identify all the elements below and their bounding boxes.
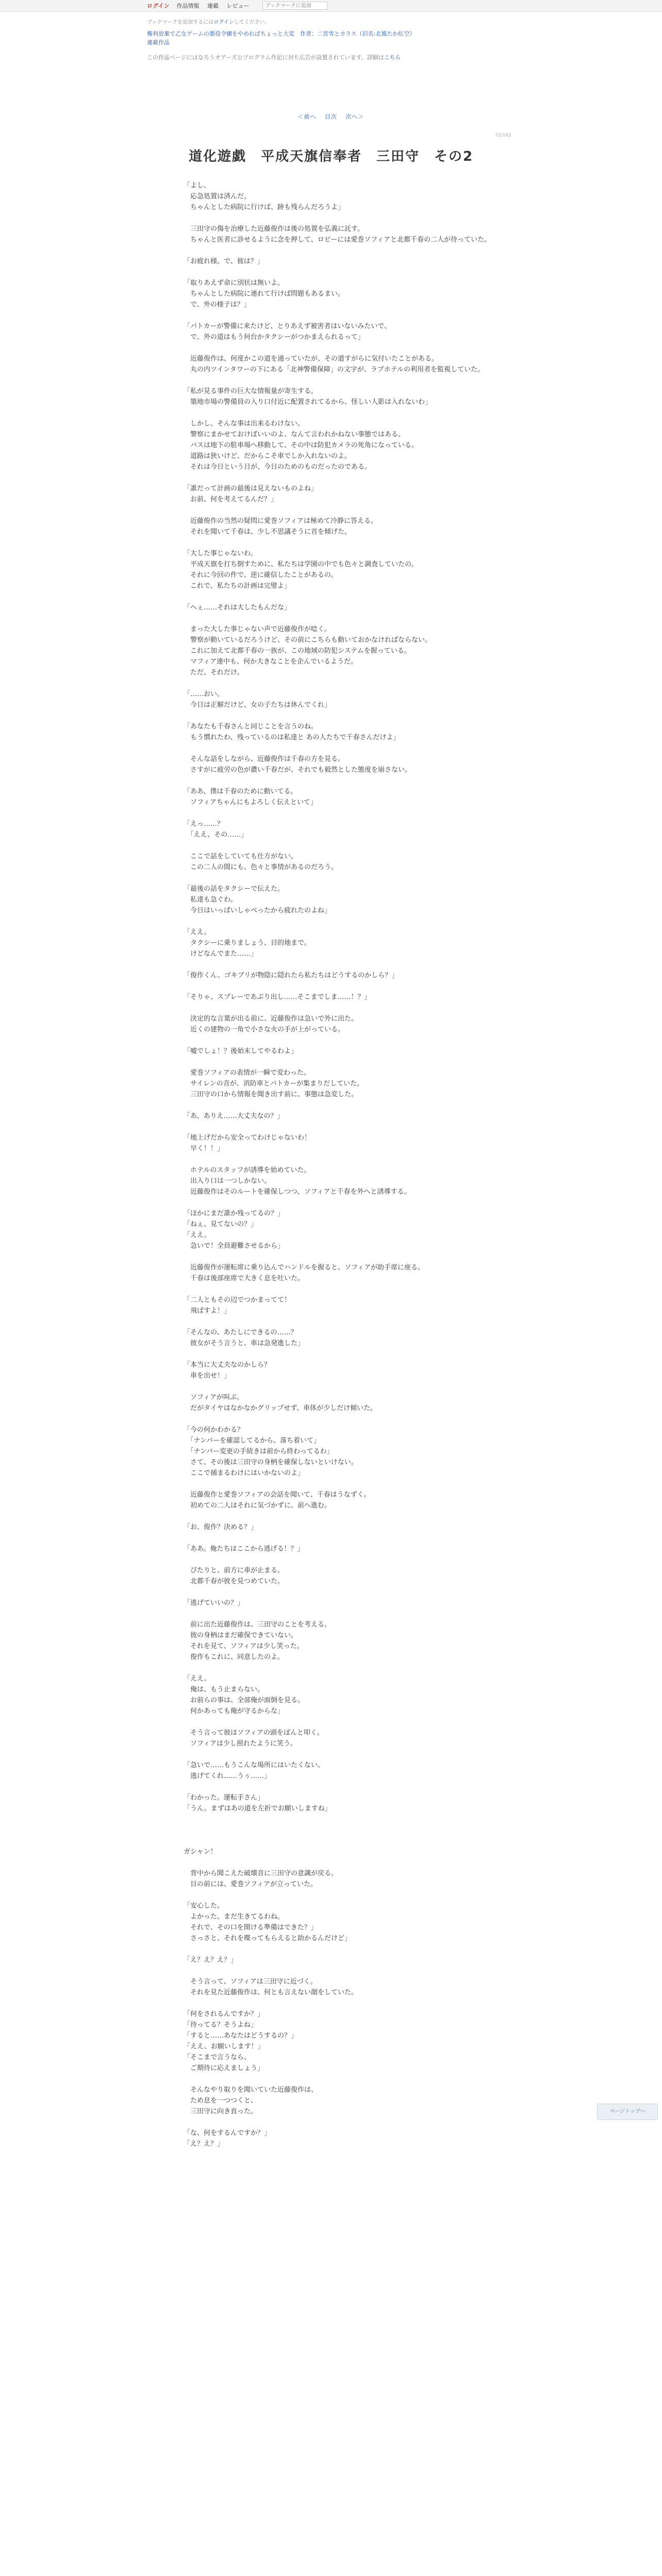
body-line: 今日は正解だけど、女の子たちは休んでくれ」 (184, 701, 332, 709)
body-line: 「お、俊作？決める？」 (184, 1523, 258, 1531)
body-line: 彼女がそう言うと、車は急発進した」 (184, 1340, 305, 1347)
bookmark-note-suffix: してください。 (234, 20, 270, 25)
body-line: 近くの建物の一角で小さな火の手が上がっている。 (184, 1026, 345, 1033)
body-line: 「嘘でしょ！？後始末してやるわよ」 (184, 1047, 298, 1055)
body-line: 「最後の話をタクシーで伝えた。 (184, 885, 285, 893)
body-line: 「ナンバー変更の手続きは前から終わってるわ」 (184, 1448, 334, 1455)
body-line: よかった、まだ生きてるわね。 (184, 1913, 285, 1921)
body-line: 警察が動いているだろうけど、その前にこちらも動いておかなければならない。 (184, 636, 432, 644)
body-line: ソフィアが叫ぶ。 (184, 1394, 244, 1401)
table-of-contents-link[interactable]: 目次 (325, 113, 337, 120)
body-line: 「俊作くん、ゴキブリが物陰に隠れたら私たちはどうするのかしら？」 (184, 972, 399, 979)
bookmark-search-input[interactable] (262, 2, 327, 10)
body-line: ホテルのスタッフが誘導を始めていた。 (184, 1166, 311, 1174)
body-line: これで、私たちの計画は完璧よ」 (184, 582, 291, 590)
paragraph-gap (184, 1349, 503, 1360)
body-line: そんな話をしながら、近藤俊作は千春の方を見る。 (184, 755, 345, 763)
body-line: 丸の内ツインタワーの下にある「北神警備保障」の文字が、ラブホテルの利用者を監視していた。 (184, 366, 485, 374)
paragraph-gap (184, 1782, 503, 1792)
body-line: 「ねぇ、見てないの？」 (184, 1221, 258, 1228)
paragraph-gap (184, 1890, 503, 1901)
paragraph-gap (184, 1316, 503, 1327)
paragraph-gap (184, 1717, 503, 1727)
body-line: ちゃんとした病院に連れて行けば問題もあるまい。 (184, 290, 345, 298)
body-line: 「ええ。 (184, 928, 211, 936)
body-line: 「すると……あなたはどうするの？」 (184, 2032, 298, 2040)
body-line: 道路は狭いけど、だからこそ車でしか入れないのよ。 (184, 452, 352, 460)
body-line: 近藤俊作はそのルートを確保しつつ、ソフィアと千春を外へと誘導する。 (184, 1188, 411, 1196)
body-line: 築地市場の警備員の入り口付近に配置されてるから、怪しい人影は入れないわ」 (184, 398, 432, 406)
body-line: 「安心した。 (184, 1902, 224, 1910)
body-line: ご期待に応えましょう」 (184, 2064, 264, 2072)
body-line: 「私が見る事件の巨大な情報量が寄生する。 (184, 387, 318, 395)
body-line: 「え？え？え？」 (184, 1956, 238, 1964)
paragraph-gap (184, 1251, 503, 1262)
body-line: バスは地下の駐車場へ移動して、その中は防犯カメラの死角になっている。 (184, 442, 418, 449)
paragraph-gap (184, 1663, 503, 1673)
body-line: 平成天旗を打ち倒すために、私たちは学園の中でも色々と調査していたの。 (184, 561, 418, 568)
paragraph-gap (184, 1944, 503, 1955)
body-line: ぴたりと、前方に車が止まる。 (184, 1567, 285, 1574)
top-bar (0, 0, 662, 12)
body-line: 「今の何かわかる？ (184, 1426, 244, 1434)
paragraph-gap (184, 1197, 503, 1208)
paragraph-gap (184, 472, 503, 483)
paragraph-gap (184, 959, 503, 970)
body-line: 近藤俊作と愛巻ソフィアの会話を聞いて、千春はうなずく。 (184, 1491, 371, 1499)
body-line: ただ、それだけ。 (184, 669, 244, 676)
body-line: ここで捕まるわけにはいかないのよ」 (184, 1469, 305, 1477)
bookmark-login-link[interactable]: ログイン (213, 20, 234, 25)
body-line: 俊作もこれに、同意したのよ。 (184, 1653, 285, 1661)
body-line: そう言って彼はソフィアの頭をぽんと叩く。 (184, 1729, 324, 1737)
body-line: 「ええ。 (184, 1675, 211, 1683)
body-line: 「な、何をするんですか？」 (184, 2129, 271, 2137)
body-line: 逃げてくれ……うぅ……」 (184, 1772, 271, 1780)
body-line: サイレンの音が、消防車とパトカーが集まりだしていた。 (184, 1080, 364, 1088)
body-line: 初めての二人はそれに気づかずに、前へ進む。 (184, 1502, 332, 1510)
body-line: それを聞いて千春は、少し不思議そうに首を傾げた。 (184, 528, 352, 536)
body-line: 「ほかにまだ誰か残ってるの？」 (184, 1210, 285, 1217)
body-line: 「え？え？」 (184, 2140, 224, 2148)
paragraph-gap (184, 1284, 503, 1295)
paragraph-gap (184, 375, 503, 386)
chapter-body (184, 180, 503, 2576)
body-line: 「うん。まずはあの道を左折でお願いしますね」 (184, 1805, 332, 1812)
nav-item-info[interactable]: 作品情報 (176, 3, 200, 9)
chapter-pager (0, 112, 662, 121)
ad-notice-text: この作品ページにはなろうオアーズ公プログラム作記に対ち広告が設置されています。詳細は (147, 54, 384, 61)
paragraph-gap (184, 1100, 503, 1111)
body-line: 「誰だって計画の最後は見えないものよね」 (184, 485, 318, 493)
paragraph-gap (184, 1511, 503, 1522)
body-line: けどなんでまた……」 (184, 950, 258, 958)
body-line: 私達も急ぐわ。 (184, 896, 237, 904)
paragraph-gap (184, 1122, 503, 1132)
paragraph-gap (184, 1154, 503, 1165)
body-line: さて、その後は三田守の身柄を確保しないといけない。 (184, 1459, 358, 1466)
body-line: 「えっ……？ (184, 820, 224, 828)
body-line: 車を出せ！」 (184, 1372, 231, 1380)
body-line: 三田守の傷を治療した近藤俊作は後の処置を弘義に託す。 (184, 225, 364, 233)
work-header (147, 18, 516, 61)
paragraph-gap (184, 343, 503, 353)
body-line: 「ああ。俺たちはここから逃げる！？」 (184, 1545, 304, 1553)
body-line: 今日はいっぱいしゃべったから疲れたのよね」 (184, 907, 332, 914)
body-line: 近藤俊作の当然の疑問に愛巻ソフィアは極めて冷静に答える。 (184, 517, 377, 525)
body-line: 「ええ、その……」 (184, 831, 248, 839)
body-line: 背中から聞こえた破壊音に三田守の意識が戻る。 (184, 1870, 338, 1877)
body-line: で、外の様子は？」 (184, 301, 251, 309)
body-line: それを見て、ソフィアは少し笑った。 (184, 1642, 304, 1650)
paragraph-gap (184, 808, 503, 819)
paragraph-gap (184, 1533, 503, 1544)
body-line: 「パトカーが警備に来たけど、とりあえず被害者はいないみたいで、 (184, 323, 391, 330)
body-line: 「そんなの、あたしにできるの……？ (184, 1329, 297, 1336)
nav-item-review[interactable]: レビュー (226, 3, 250, 9)
series-type: 連載作品 (147, 39, 170, 46)
paragraph-gap (184, 2074, 503, 2084)
paragraph-gap (184, 1608, 503, 1619)
paragraph-gap (184, 743, 503, 754)
body-line: タクシーに乗りましょう、目的地まで。 (184, 939, 311, 947)
paragraph-gap (184, 267, 503, 278)
body-line: まった大した事じゃない声で近藤俊作が唸く。 (184, 625, 331, 633)
body-line: お前らの事は、全部俺が面倒を見る。 (184, 1697, 305, 1704)
paragraph-gap (184, 537, 503, 548)
top-bar-inner (147, 2, 327, 10)
body-line: で、外の道はもう何台かタクシーがつかまえられるって」 (184, 333, 365, 341)
paragraph-gap (184, 1003, 503, 1013)
body-line: 「ええ、お願いします！」 (184, 2043, 264, 2050)
paragraph-gap (184, 1836, 503, 1846)
login-link[interactable]: ログイン (147, 3, 170, 9)
paragraph-gap (184, 1479, 503, 1489)
body-line: それは今日という日が、今日のためのものだったのである。 (184, 463, 372, 471)
body-line: 三田守の口から情報を聞き出す前に、事態は急変した。 (184, 1091, 358, 1098)
paragraph-gap (184, 710, 503, 721)
body-line: 近藤俊作は、何度かこの道を通っていたが、その道すがらに気付いたことがある。 (184, 355, 439, 363)
body-line: 近藤俊作が運転席に乗り込んでハンドルを握ると、ソフィアが助手席に座る。 (184, 1264, 424, 1272)
body-line: さっさと、それを喋ってもらえると助かるんだけど」 (184, 1935, 352, 1942)
body-line: 愛巻ソフィアの表情が一瞬で変わった。 (184, 1069, 310, 1077)
body-line: ソフィアは少し照れたように笑う。 (184, 1740, 297, 1748)
body-line: さすがに疲労の色が濃い千春だが、それでも毅然とした態度を崩さない。 (184, 766, 412, 774)
paragraph-gap (184, 1587, 503, 1598)
body-line: 目の前には、愛巻ソフィアが立っていた。 (184, 1880, 317, 1888)
body-line: 急いで！全員避難させるから」 (184, 1242, 285, 1250)
body-line: 何かあっても俺が守るからな」 (184, 1707, 284, 1715)
paragraph-gap (184, 678, 503, 689)
body-line: 北都千春が彼を見つめていた。 (184, 1578, 285, 1585)
body-line: 決定的な言葉が出る前に、近藤俊作は急いで外に出た。 (184, 1015, 358, 1023)
body-line: 「地上げだから安全ってわけじゃないわ！ (184, 1134, 311, 1142)
body-line: それを見た近藤俊作は、何とも言えない顔をしていた。 (184, 1989, 358, 1996)
paragraph-gap (184, 1857, 503, 1868)
body-line: 警察にまかせておけばいいのよ、なんて言われかねない事態ではある。 (184, 431, 405, 438)
body-line: 「そこまで言うなら、 (184, 2054, 251, 2061)
paragraph-gap (184, 981, 503, 992)
paragraph-gap (184, 873, 503, 884)
paragraph-gap (184, 1057, 503, 1067)
bookmark-note (147, 18, 516, 25)
bookmark-note-prefix: ブックマークを追加するには (147, 20, 214, 25)
body-line: しかし、そんな事は出来るわけない。 (184, 420, 305, 428)
body-line: 「何をされるんですか？」 (184, 2010, 264, 2018)
body-line: 「取りあえず命に別状は無いよ。 (184, 279, 285, 287)
body-line: 彼の身柄はまだ確保できていない。 (184, 1632, 298, 1639)
prev-chapter-link[interactable]: ＜前へ (297, 113, 317, 120)
paragraph-gap (184, 505, 503, 516)
paragraph-gap (184, 1554, 503, 1565)
body-line: 応急処置は済んだ。 (184, 193, 251, 200)
body-line: 「ああ、僕は千春のために動いてる。 (184, 788, 297, 795)
body-line: ちゃんとした病院に行けば、跡も残らんだろうよ」 (184, 204, 345, 211)
ad-notice-link[interactable]: こちら (384, 54, 401, 61)
body-line: そんなやり取りを聞いていた近藤俊作は、 (184, 2086, 318, 2094)
body-line: 「大した事じゃないわ。 (184, 550, 257, 557)
paragraph-gap (184, 1814, 503, 1825)
body-line: 前に出た近藤俊作は、三田守のことを考える。 (184, 1621, 332, 1629)
paragraph-gap (184, 408, 503, 418)
body-line: この二人の間にも、色々と事情があるのだろう。 (184, 863, 338, 871)
body-line: 「待ってる？そうよね」 (184, 2021, 258, 2029)
body-line: それで、その口を開ける準備はできた？」 (184, 1924, 318, 1931)
body-line: 飛ばすよ！」 (184, 1307, 231, 1315)
body-line: お前、何を考えてるんだ？」 (184, 496, 278, 503)
body-line: 「逃げていいの？」 (184, 1599, 244, 1607)
chapter-title: 道化遊戯 平成天旗信奉者 三田守 その2 (188, 149, 474, 164)
paragraph-gap (184, 613, 503, 624)
paragraph-gap (184, 1965, 503, 1976)
page-top-button[interactable]: ページトップへ (597, 2104, 658, 2120)
body-line: 「よし、 (184, 182, 211, 190)
body-line: 「ナンバーを確認してるから、落ち着いて」 (184, 1437, 320, 1445)
body-line: 俺は、もう止まらない。 (184, 1686, 264, 1693)
paragraph-gap (184, 245, 503, 256)
paragraph-gap (184, 775, 503, 786)
ad-notice (147, 53, 516, 61)
paragraph-gap (184, 916, 503, 927)
paragraph-gap (184, 1035, 503, 1046)
body-line: 「わかった。運転手さん」 (184, 1794, 264, 1802)
body-line: 早く！！」 (184, 1145, 224, 1153)
body-line: 「へぇ……それは大したもんだな」 (184, 604, 291, 612)
paragraph-gap (184, 591, 503, 602)
paragraph-gap (184, 1998, 503, 2009)
paragraph-gap (184, 1414, 503, 1425)
body-line: そう言って、ソフィアは三田守に近づく。 (184, 1978, 317, 1986)
body-line: ため息を一つつくと、 (184, 2097, 258, 2105)
body-line: ちゃんと医者に診せるように念を押して、ロビーには愛巻ソフィアと北都千春の二人が待っていた。 (184, 236, 491, 244)
body-line: 「あなたも千春さんと同じことを言うのね。 (184, 723, 318, 731)
body-line: 「本当に大丈夫なのかしら？ (184, 1361, 271, 1369)
top-nav (176, 2, 255, 10)
body-line: もう慣れたわ、残っているのは私達と あの人たちで千春さんだけよ」 (184, 734, 400, 741)
paragraph-gap (184, 2117, 503, 2128)
body-line: 千春は後部座席で大きく息を吐いた。 (184, 1275, 305, 1282)
body-line: だがタイヤはなかなかグリップせず、車体が少しだけ傾いた。 (184, 1404, 377, 1412)
body-line: ここで話をしていても仕方がない。 (184, 853, 298, 860)
nav-item-serial[interactable]: 連載 (207, 3, 219, 9)
body-line: 「お疲れ様。で、彼は？」 (184, 258, 264, 265)
paragraph-gap (184, 840, 503, 851)
paragraph-gap (184, 1381, 503, 1392)
body-line: これに加えて北都千春の一族が、この地域の防犯システムを握っている。 (184, 647, 411, 655)
body-line: 「そりゃ、スプレーであぶり出し……そこまでしま……！？」 (184, 993, 371, 1001)
body-line: それに今回の件で、逆に確信したことがあるの。 (184, 571, 338, 579)
body-line: ソフィアちゃんにもよろしく伝えといて」 (184, 799, 317, 806)
body-line: 三田守に向き直った。 (184, 2108, 258, 2115)
body-line: 「……おい。 (184, 690, 224, 698)
body-line: 出入り口は一つしかない。 (184, 1177, 271, 1185)
body-line: 「ええ。 (184, 1231, 211, 1239)
chapter-number: 72/162 (495, 133, 511, 138)
body-line: マフィア連中も、何か大きなことを企んでいるようだ。 (184, 658, 357, 666)
series-title[interactable]: 権利放棄で乙女ゲームの悪役令嬢をやめればちょっと大変 作者：二宮雪とカラス（旧名:北風たか紅空） (147, 30, 416, 37)
body-line: 「急いで……もうこんな場所にはいたくない。 (184, 1761, 325, 1769)
paragraph-gap (184, 310, 503, 321)
body-line: 「二人ともその辺でつかまってて！ (184, 1296, 291, 1304)
next-chapter-link[interactable]: 次へ＞ (345, 113, 365, 120)
paragraph-gap (184, 1749, 503, 1760)
paragraph-gap (184, 1825, 503, 1836)
body-line: ガシャン！ (184, 1848, 217, 1856)
body-line: 「あ、ありえ……大丈夫なの？」 (184, 1112, 284, 1120)
paragraph-gap (184, 213, 503, 224)
